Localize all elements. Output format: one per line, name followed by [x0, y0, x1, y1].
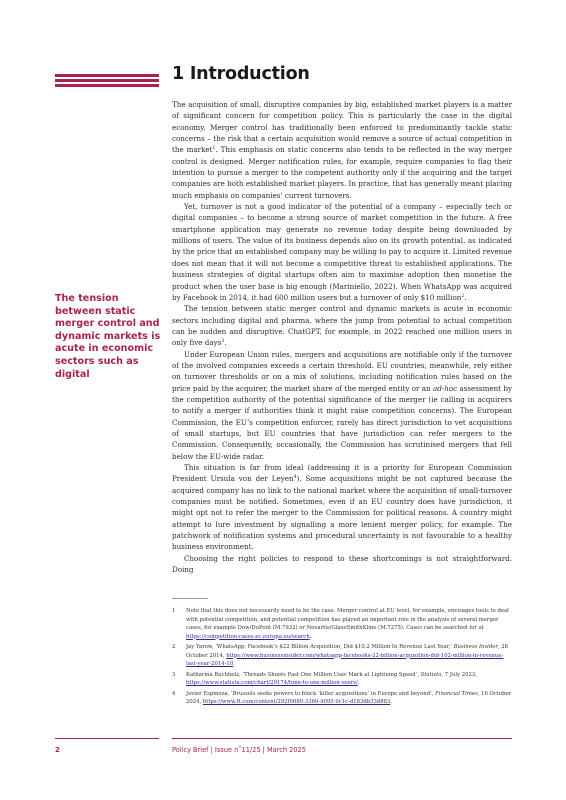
pull-quote: The tension between static merger control and dynamic markets is acute in economic sectors such as digital [55, 293, 161, 380]
footnotes [172, 607, 512, 709]
footnote-link[interactable]: https://www.ft.com/content/292f0080-3360-4095-9c1c-d183db33d883 [202, 699, 391, 705]
footnote-text [186, 690, 512, 707]
paragraph [172, 553, 512, 576]
footnote-ref[interactable]: 3 [221, 339, 225, 345]
emphasis: ad-hoc [432, 383, 458, 393]
text-run: . [357, 680, 360, 686]
emphasis: Business Insider [453, 644, 498, 650]
text-run: Jay Yarow, ‘WhatsApp, Facebook’s $22 Billion Acquisition, Did $10.2 Million In Revenue Last Year,’ [186, 644, 454, 650]
text-run: assessment by the competition authority of the potential significance of the merger (ie calling in acquirers to notify a merger if authorities think it might raise competition concerns). The European Commission, the EU’s competition enforcer, rarely has direct jurisdiction to vet acquisitions of small startups, but EU countries that have jurisdiction can refer mergers to the Commission. Consequently, occasionally, the Commission has scrutinised mergers that fell below the EU-wide radar. [172, 383, 512, 461]
text-run: Under European Union rules, mergers and acquisitions are notifiable only if the turnover of the involved companies exceeds a certain threshold. EU countries, meanwhile, rely either on turnover thresholds or on a mix of solutions, including notification rules based on the price paid by the acquirer, the market share of the merged entity or an [172, 349, 512, 393]
accent-bar [55, 79, 159, 82]
paragraph [172, 462, 512, 553]
footnote-number: 2 [172, 644, 176, 650]
footnote [172, 690, 512, 707]
footnote-link[interactable]: https://competition-cases.ec.europa.eu/search [186, 633, 310, 640]
text-run: . [309, 633, 312, 640]
paragraph [172, 201, 512, 303]
text-run: The tension between static merger control and dynamic markets is acute in economic sectors including digital and pharma, where the jump from potential to actual competition can be sudden and disruptive. ChatGPT, for example, in 2022 reached one million users in only five days [172, 304, 512, 348]
footnote-text [186, 643, 512, 669]
footnote-number: 1 [172, 608, 176, 614]
emphasis: Statista [420, 671, 442, 678]
footer-rule-left [55, 738, 159, 739]
text-run: Katharina Buchholz, ‘Threads Shoots Past One Million User Mark at Lightning Speed’, [186, 671, 421, 678]
footnote-text [186, 607, 512, 641]
footnote-ref[interactable]: 4 [293, 475, 297, 481]
body-text [172, 99, 512, 575]
text-run: Javier Espinoza, ‘Brussels seeks powers to block ‘killer acquisitions’ in Europe and beyond’, [186, 690, 436, 697]
page-number: 2 [55, 746, 60, 754]
footnote-link[interactable]: https://www.statista.com/chart/29174/time-to-one-million-users/ [186, 680, 358, 686]
text-run: . This emphasis on static concerns also tends to be reflected in the way merger control is designed. Merger notification rules, for example, require companies to flag their intention to pursue a merger to the competent authority only if the acquiring and the target companies are both established market players. In practice, that has generally meant placing much emphasis on companies’ current turnovers. [172, 145, 513, 200]
text-run: Yet, turnover is not a good indicator of the potential of a company – especially tech or digital companies – to become a strong source of market competition in the future. A free smartphone application may generate no revenue today despite being downloaded by millions of users. The value of its business depends also on its growth potential, as indicated by the price that an established company may be willing to pay to acquire it. Limited revenue does not mean that it will not become a competitive threat to established applications. The business strategies of digital startups often aim to maximise adoption then monetise the product when the user base is big enough (Mariniello, 2022). When WhatsApp was acquired by Facebook in 2014, it had 600 million users but a turnover of only $10 million [172, 202, 512, 302]
accent-bars [55, 74, 159, 89]
footnote [172, 607, 512, 641]
text-run: , 16 October 2024, [186, 690, 512, 705]
footnote-number: 4 [172, 690, 176, 697]
text-run: This situation is far from ideal (addressing it is a priority for European Commission President Ursula von der Leyen [172, 463, 512, 484]
text-run: . [390, 699, 393, 705]
text-run: , 28 October 2014, [186, 644, 509, 659]
text-run: . [224, 338, 227, 348]
text-run: . [233, 661, 235, 667]
footer-publication: Policy Brief | Issue n˚11/25 | March 2025 [172, 746, 306, 754]
text-run: ). Some acquisitions might be not captured because the acquired company has no link to the national market where the acquisition of small-turnover companies must be notified. Sometimes, even if an EU country does have jurisdiction, it might opt not to refer the merger to the Commission for political reasons. A country might attempt to lure investment by signalling a more lenient merger policy, for example. The patchwork of notification systems and procedural uncertainty is not favourable to a healthy business environment. [172, 474, 512, 552]
footnote-divider [172, 598, 208, 599]
footnote-link[interactable]: https://www.businessinsider.com/whatsapp-facebooks-22-billion-acquisition-did-102-million-in-revenue-last-year-2014-10 [186, 652, 504, 667]
footnote-number: 3 [172, 671, 176, 678]
paragraph [172, 349, 512, 462]
footnote-text [186, 671, 512, 688]
paragraph [172, 99, 512, 201]
text-run: The acquisition of small, disruptive companies by big, established market players is a matter of significant concern for competition policy. This is particularly the case in the digital economy. Merger control has traditionally been enforced to predominantly tackle static concerns – the risk that a certain acquisition would remove a source of actual competition in the market [172, 100, 512, 155]
text-run: Note that this does not necessarily need to be the case. Merger control at EU level, for example, envisages tools to deal with potential competition, and potential competition has played an important role in the analysis of several merger cases, for example Dow/DuPont (M.7932) or Novartis/GlaxoSmithKline (M.7275). Cases can be searched for at [186, 608, 509, 631]
emphasis: Financial Times [435, 690, 478, 697]
text-run: Choosing the right policies to respond to these shortcomings is not straightforward. Doing [172, 553, 512, 575]
accent-bar [55, 84, 159, 87]
text-run: . [464, 292, 467, 302]
section-heading: 1 Introduction [172, 64, 310, 84]
text-run: , 7 July 2023, [441, 671, 477, 678]
footnote-ref[interactable]: 2 [461, 293, 465, 299]
footer-rule-right [172, 738, 512, 739]
footnote [172, 671, 512, 688]
footnote-ref[interactable]: 1 [212, 146, 216, 152]
paragraph [172, 303, 512, 348]
footnote [172, 643, 512, 669]
accent-bar [55, 74, 159, 77]
